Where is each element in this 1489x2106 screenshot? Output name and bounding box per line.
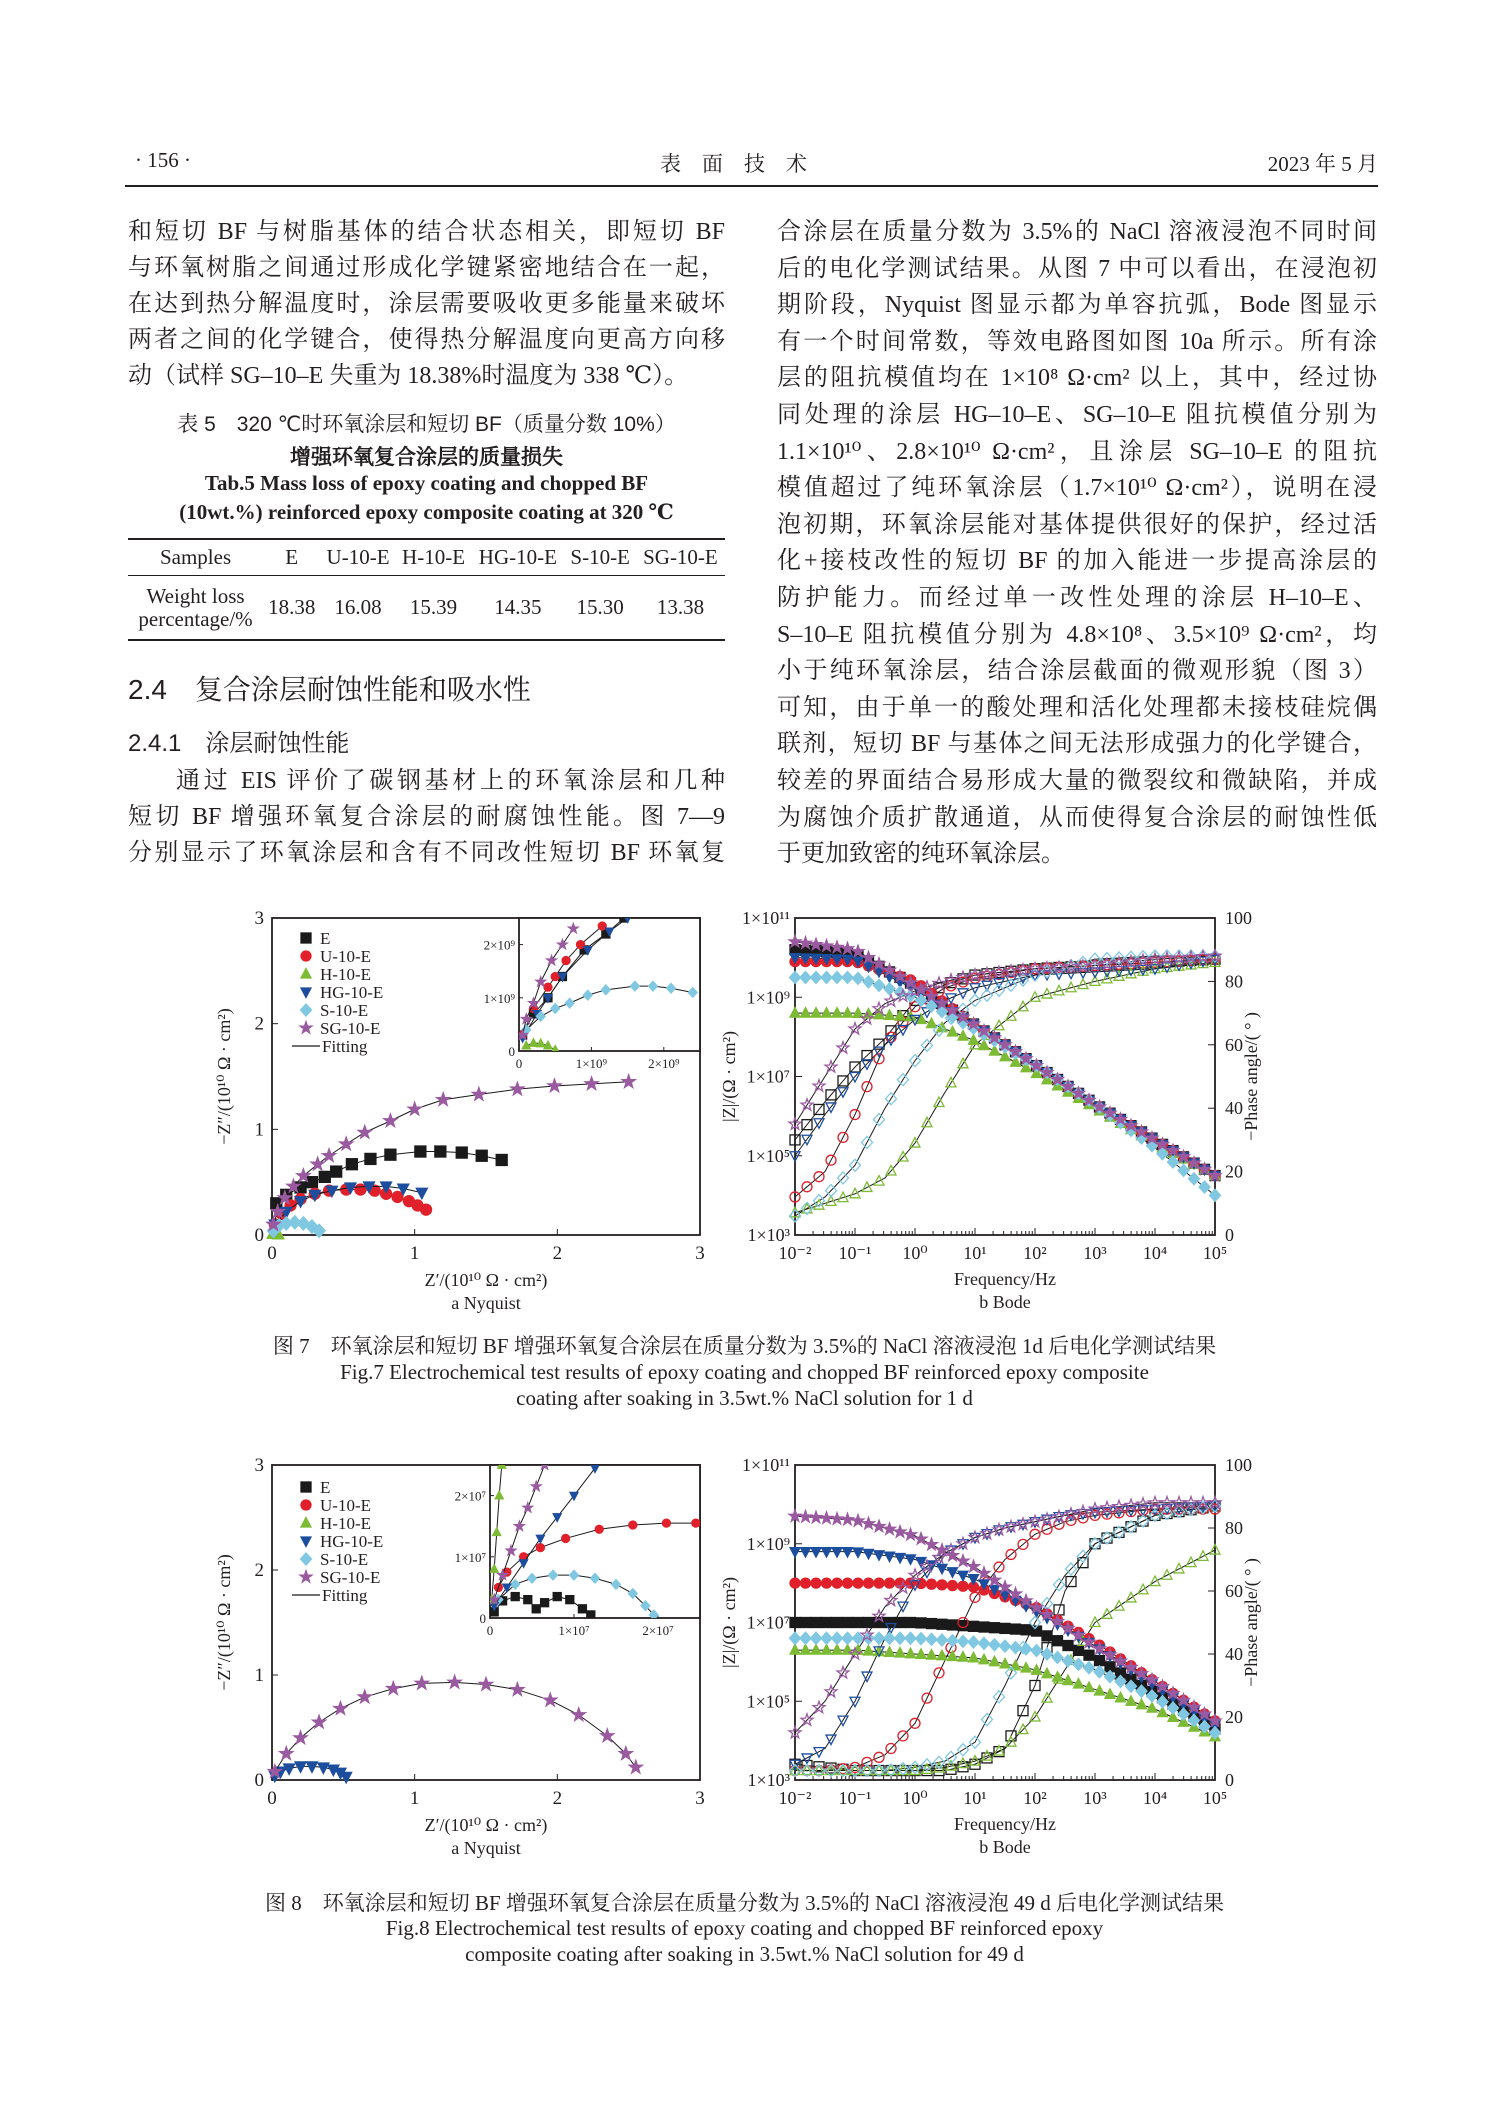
square-marker xyxy=(969,1621,979,1631)
inset-x-tick-label: 0 xyxy=(515,1056,523,1071)
circle-marker xyxy=(790,1192,800,1202)
y-axis-label: −Z″/(10¹⁰ Ω · cm²) xyxy=(214,1554,234,1691)
inset-y-tick-label: 0 xyxy=(508,1044,515,1059)
chart-title: b Bode xyxy=(979,1292,1031,1312)
body-line: 1.1×10¹⁰、2.8×10¹⁰ Ω·cm²，且涂层 SG–10–E 的阻抗 xyxy=(777,438,1377,465)
square-marker xyxy=(331,1166,342,1177)
nyquist-chart-fig8a xyxy=(214,1455,705,1858)
circle-marker xyxy=(898,1731,908,1741)
square-marker xyxy=(578,1605,586,1613)
square-marker xyxy=(496,1154,507,1165)
legend-label: HG-10-E xyxy=(320,1532,384,1551)
y-tick-label: 3 xyxy=(254,908,264,929)
bode-chart-fig8b xyxy=(719,1455,1262,1857)
table-cell: 15.30 xyxy=(564,576,635,641)
square-marker xyxy=(365,1153,376,1164)
figure-8-caption-en: composite coating after soaking in 3.5wt.% NaCl solution for 49 d xyxy=(465,1942,1024,1966)
square-marker xyxy=(1000,1623,1010,1633)
x-tick-label: 10⁴ xyxy=(1142,1788,1168,1808)
figure-8-caption-cn: 图 8 环氧涂层和短切 BF 增强环氧复合涂层在质量分数为 3.5%的 NaCl 溶液浸泡 49 d 后电化学测试结果 xyxy=(264,1891,1224,1915)
square-marker xyxy=(801,1618,811,1628)
y-tick-label: 1×10³ xyxy=(747,1770,790,1790)
body-line: 为腐蚀介质扩散通道，从而使得复合涂层的耐蚀性低 xyxy=(777,804,1377,831)
y-tick-label: 1×10¹¹ xyxy=(742,1455,790,1475)
square-marker xyxy=(948,1620,958,1630)
square-marker xyxy=(524,1596,532,1604)
circle-marker xyxy=(790,1578,800,1588)
legend-label: S-10-E xyxy=(320,1550,369,1569)
square-marker xyxy=(1063,1641,1073,1651)
circle-marker xyxy=(1030,1529,1040,1539)
square-marker xyxy=(979,1622,989,1632)
circle-marker xyxy=(301,951,311,961)
row-label-line: Weight loss xyxy=(146,583,245,608)
y2-tick-label: 20 xyxy=(1225,1707,1243,1727)
chart-title: a Nyquist xyxy=(451,1838,521,1858)
square-marker xyxy=(587,1611,595,1619)
legend-label: H-10-E xyxy=(320,965,371,984)
circle-marker xyxy=(814,1172,824,1182)
square-marker xyxy=(1084,1650,1094,1660)
circle-marker xyxy=(692,1519,700,1527)
table-header: S-10-E xyxy=(564,539,635,576)
square-marker xyxy=(927,1619,937,1629)
circle-marker xyxy=(822,1578,832,1588)
body-line: 和短切 BF 与树脂基体的结合状态相关，即短切 BF xyxy=(128,219,725,245)
x-tick-label: 3 xyxy=(695,1788,705,1809)
square-marker xyxy=(990,1623,1000,1633)
square-marker xyxy=(1074,1645,1084,1655)
square-marker xyxy=(553,1593,561,1601)
x-tick-label: 10⁻¹ xyxy=(838,1788,872,1808)
circle-marker xyxy=(826,1155,836,1165)
table-caption-en: (10wt.%) reinforced epoxy composite coating at 320 ℃ xyxy=(179,500,674,524)
circle-marker xyxy=(958,1618,968,1628)
square-marker xyxy=(843,1618,853,1628)
x-tick-label: 10⁻² xyxy=(778,1243,812,1263)
x-tick-label: 10³ xyxy=(1083,1788,1107,1808)
body-line: 通过 EIS 评价了碳钢基材上的环氧涂层和几种 xyxy=(176,768,725,794)
inset-y-tick-label: 1×10⁹ xyxy=(483,990,515,1006)
body-line: 化+接枝改性的短切 BF 的加入能进一步提高涂层的 xyxy=(777,548,1377,575)
legend-label: U-10-E xyxy=(320,1496,371,1515)
circle-marker xyxy=(421,1204,432,1215)
circle-marker xyxy=(598,922,606,930)
x-tick-label: 10² xyxy=(1023,1243,1047,1263)
y2-tick-label: 40 xyxy=(1225,1644,1243,1664)
square-marker xyxy=(850,1062,860,1072)
y-tick-label: 2 xyxy=(254,1013,264,1035)
table-cell: 14.35 xyxy=(471,576,564,641)
square-marker xyxy=(456,1147,467,1158)
square-marker xyxy=(906,1618,916,1628)
circle-marker xyxy=(934,1668,944,1678)
y-axis-label: |Z|/(Ω · cm²) xyxy=(719,1577,739,1668)
y2-tick-label: 0 xyxy=(1225,1225,1234,1245)
body-line: 小于纯环氧涂层，结合涂层截面的微观形貌（图 3） xyxy=(777,658,1377,685)
inset-y-tick-label: 2×10⁹ xyxy=(483,937,515,953)
body-line: 动（试样 SG–10–E 失重为 18.38%时温度为 338 ℃）。 xyxy=(128,363,689,389)
y-tick-label: 1×10³ xyxy=(747,1225,790,1245)
table-header: U-10-E xyxy=(320,539,396,576)
square-marker xyxy=(1018,1706,1028,1716)
legend-label: SG-10-E xyxy=(320,1568,381,1587)
figure-8-caption-en: Fig.8 Electrochemical test results of epoxy coating and chopped BF reinforced epoxy xyxy=(385,1916,1104,1940)
x-axis-label: Frequency/Hz xyxy=(954,1269,1056,1289)
x-tick-label: 10¹ xyxy=(963,1788,987,1808)
x-tick-label: 2 xyxy=(552,1243,563,1264)
body-line: 防护能力。而经过单一改性处理的涂层 H–10–E、 xyxy=(777,585,1377,611)
square-marker xyxy=(301,1482,311,1492)
body-line: 层的阻抗模值均在 1×10⁸ Ω·cm² 以上，其中，经过协 xyxy=(777,365,1377,392)
circle-marker xyxy=(970,1592,980,1602)
circle-marker xyxy=(927,1579,937,1589)
y-axis-label: −Z″/(10¹⁰ Ω · cm²) xyxy=(214,1008,234,1145)
square-marker xyxy=(511,1593,519,1601)
y2-axis-label: −Phase angle/( ° ) xyxy=(1241,1012,1261,1141)
square-marker xyxy=(1053,1636,1063,1646)
circle-marker xyxy=(301,1500,311,1510)
body-line: 期阶段，Nyquist 图显示都为单容抗弧，Bode 图显示 xyxy=(777,292,1377,319)
journal-title: 表 面 技 术 xyxy=(660,153,807,176)
legend-label: Fitting xyxy=(322,1586,368,1605)
square-marker xyxy=(1021,1625,1031,1635)
circle-marker xyxy=(544,983,552,991)
body-line: 于更加致密的纯环氧涂层。 xyxy=(777,841,1065,868)
circle-marker xyxy=(864,1578,874,1588)
table-header: H-10-E xyxy=(396,539,472,576)
x-axis-label: Z′/(10¹⁰ Ω · cm²) xyxy=(424,1815,548,1835)
circle-marker xyxy=(850,1110,860,1120)
square-marker xyxy=(1011,1624,1021,1634)
square-marker xyxy=(1030,1681,1040,1691)
square-marker xyxy=(415,1146,426,1157)
x-tick-label: 10⁰ xyxy=(902,1243,928,1263)
body-line: 泡初期，环氧涂层能对基体提供很好的保护，经过活 xyxy=(777,511,1377,538)
y-tick-label: 1×10⁹ xyxy=(746,987,790,1008)
square-marker xyxy=(790,1135,800,1145)
circle-marker xyxy=(562,1534,570,1542)
x-tick-label: 3 xyxy=(695,1243,705,1264)
square-marker xyxy=(1066,1577,1076,1587)
plot-frame xyxy=(490,1465,700,1618)
table-cell: 16.08 xyxy=(320,576,396,641)
y-tick-label: 1×10⁷ xyxy=(746,1612,790,1633)
square-marker xyxy=(853,1618,863,1628)
circle-marker xyxy=(937,1580,947,1590)
body-line: 两者之间的化学键合，使得热分解温度向更高方向移 xyxy=(128,327,725,353)
circle-marker xyxy=(577,941,585,949)
x-tick-label: 0 xyxy=(267,1788,277,1809)
table-caption-cn: 表 5 320 ℃时环氧涂层和短切 BF（质量分数 10%） xyxy=(177,413,676,436)
y2-tick-label: 60 xyxy=(1225,1581,1243,1601)
square-marker xyxy=(802,1120,812,1130)
legend-label: SG-10-E xyxy=(320,1019,381,1038)
circle-marker xyxy=(853,1578,863,1588)
square-marker xyxy=(814,1104,824,1114)
y2-axis-label: −Phase angle/( ° ) xyxy=(1241,1558,1261,1687)
y-tick-label: 1×10⁷ xyxy=(746,1066,790,1087)
body-line: 与环氧树脂之间通过形成化学键紧密地结合在一起， xyxy=(128,255,725,281)
circle-marker xyxy=(843,1578,853,1588)
table-caption-cn: 增强环氧复合涂层的质量损失 xyxy=(290,446,563,469)
x-axis-label: Frequency/Hz xyxy=(954,1814,1056,1834)
circle-marker xyxy=(801,1578,811,1588)
square-marker xyxy=(566,1596,574,1604)
inset-x-tick-label: 1×10⁹ xyxy=(575,1056,608,1071)
legend-label: H-10-E xyxy=(320,1514,371,1533)
x-tick-label: 0 xyxy=(267,1243,277,1264)
square-marker xyxy=(385,1149,396,1160)
body-line: 模值超过了纯环氧涂层（1.7×10¹⁰ Ω·cm²），说明在浸 xyxy=(777,475,1377,502)
figure-7-caption-en: Fig.7 Electrochemical test results of epoxy coating and chopped BF reinforced epoxy composite xyxy=(340,1360,1149,1384)
y2-tick-label: 100 xyxy=(1225,908,1252,928)
y-tick-label: 1 xyxy=(254,1665,264,1686)
body-line: 短切 BF 增强环氧复合涂层的耐腐蚀性能。图 7—9 xyxy=(128,804,725,830)
body-line: 较差的界面结合易形成大量的微裂纹和微缺陷，并成 xyxy=(777,768,1377,794)
square-marker xyxy=(838,1076,848,1086)
circle-marker xyxy=(910,1718,920,1728)
circle-marker xyxy=(958,1581,968,1591)
x-tick-label: 10³ xyxy=(1083,1243,1107,1263)
y-tick-label: 2 xyxy=(254,1560,264,1581)
chart-title: a Nyquist xyxy=(451,1293,521,1313)
inset-y-tick-label: 1×10⁷ xyxy=(454,1549,486,1565)
circle-marker xyxy=(1018,1539,1028,1549)
square-marker xyxy=(532,1605,540,1613)
x-tick-label: 10¹ xyxy=(963,1243,987,1263)
x-tick-label: 10⁻² xyxy=(778,1788,812,1808)
table-cell: 18.38 xyxy=(263,576,320,641)
y-tick-label: 1×10⁵ xyxy=(746,1691,790,1712)
body-line: 后的电化学测试结果。从图 7 中可以看出，在浸泡初 xyxy=(777,255,1377,282)
body-line: 有一个时间常数，等效电路图如图 10a 所示。所有涂 xyxy=(777,328,1377,355)
square-marker xyxy=(822,1618,832,1628)
x-tick-label: 10⁰ xyxy=(902,1788,928,1808)
square-marker xyxy=(790,1618,800,1628)
square-marker xyxy=(301,933,311,943)
x-axis-label: Z′/(10¹⁰ Ω · cm²) xyxy=(424,1270,548,1290)
y2-tick-label: 80 xyxy=(1225,1518,1243,1538)
y2-tick-label: 40 xyxy=(1225,1098,1243,1119)
x-tick-label: 1 xyxy=(409,1788,420,1809)
y-tick-label: 1×10⁹ xyxy=(746,1533,790,1554)
circle-marker xyxy=(392,1191,403,1202)
body-line: 在达到热分解温度时，涂层需要吸收更多能量来破坏 xyxy=(128,291,725,317)
figure-7-caption-en: coating after soaking in 3.5wt.% NaCl solution for 1 d xyxy=(516,1386,973,1410)
x-tick-label: 10² xyxy=(1023,1788,1047,1808)
circle-marker xyxy=(595,1525,603,1533)
square-marker xyxy=(541,1599,549,1607)
circle-marker xyxy=(536,1544,544,1552)
circle-marker xyxy=(662,1519,670,1527)
square-marker xyxy=(916,1618,926,1628)
circle-marker xyxy=(832,1578,842,1588)
table-caption-en: Tab.5 Mass loss of epoxy coating and chopped BF xyxy=(204,471,649,495)
body-line: S–10–E 阻抗模值分别为 4.8×10⁸、3.5×10⁹ Ω·cm²，均 xyxy=(777,621,1377,648)
circle-marker xyxy=(874,1578,884,1588)
square-marker xyxy=(937,1619,947,1629)
y-tick-label: 0 xyxy=(254,1225,264,1246)
circle-marker xyxy=(922,1693,932,1703)
figure-7-caption-cn: 图 7 环氧涂层和短切 BF 增强环氧复合涂层在质量分数为 3.5%的 NaCl 溶液浸泡 1d 后电化学测试结果 xyxy=(272,1334,1217,1358)
inset-x-tick-label: 2×10⁷ xyxy=(642,1623,674,1638)
row-label-line: percentage/% xyxy=(138,606,253,631)
legend-label: Fitting xyxy=(322,1037,368,1056)
circle-marker xyxy=(885,1578,895,1588)
circle-marker xyxy=(629,1521,637,1529)
inset-x-tick-label: 0 xyxy=(486,1623,494,1638)
table-header: SG-10-E xyxy=(636,539,725,576)
circle-marker xyxy=(811,1578,821,1588)
square-marker xyxy=(346,1159,357,1170)
y2-tick-label: 0 xyxy=(1225,1770,1234,1790)
table-header: HG-10-E xyxy=(471,539,564,576)
circle-marker xyxy=(994,1562,1004,1572)
square-marker xyxy=(864,1618,874,1628)
circle-marker xyxy=(948,1581,958,1591)
issue-date: 2023 年 5 月 xyxy=(1267,152,1378,176)
y2-tick-label: 100 xyxy=(1225,1455,1252,1475)
page-number: · 156 · xyxy=(135,148,191,172)
x-tick-label: 10⁻¹ xyxy=(838,1243,872,1263)
square-marker xyxy=(832,1618,842,1628)
square-marker xyxy=(1054,1605,1064,1615)
circle-marker xyxy=(886,1744,896,1754)
chart-title: b Bode xyxy=(979,1837,1031,1857)
section-heading: 2.4 复合涂层耐蚀性能和吸水性 xyxy=(128,674,531,705)
square-marker xyxy=(895,1618,905,1628)
legend-label: E xyxy=(320,1478,331,1497)
body-line: 分别显示了环氧涂层和含有不同改性短切 BF 环氧复 xyxy=(128,840,725,866)
square-marker xyxy=(319,1171,330,1182)
inset-y-tick-label: 2×10⁷ xyxy=(454,1488,486,1504)
table-header: E xyxy=(263,539,320,576)
square-marker xyxy=(826,1090,836,1100)
legend-label: E xyxy=(320,929,331,948)
square-marker xyxy=(476,1150,487,1161)
inset-x-tick-label: 2×10⁹ xyxy=(648,1056,680,1071)
legend-label: U-10-E xyxy=(320,947,371,966)
subsection-heading: 2.4.1 涂层耐蚀性能 xyxy=(128,730,350,757)
x-tick-label: 10⁴ xyxy=(1142,1243,1168,1263)
y-tick-label: 0 xyxy=(254,1770,264,1791)
circle-marker xyxy=(562,957,570,965)
circle-marker xyxy=(802,1182,812,1192)
circle-marker xyxy=(862,1082,872,1092)
circle-marker xyxy=(355,1184,366,1195)
x-tick-label: 10⁵ xyxy=(1202,1788,1228,1808)
body-line: 可知，由于单一的酸处理和活化处理都未接枝硅烷偶 xyxy=(777,694,1377,721)
square-marker xyxy=(862,1051,872,1061)
y2-tick-label: 60 xyxy=(1225,1034,1243,1055)
y-tick-label: 1×10¹¹ xyxy=(742,908,790,928)
y2-tick-label: 80 xyxy=(1225,971,1243,992)
table-cell: 15.39 xyxy=(396,576,472,641)
y-tick-label: 3 xyxy=(254,1455,264,1476)
x-tick-label: 2 xyxy=(552,1788,563,1809)
body-line: 同处理的涂层 HG–10–E、SG–10–E 阻抗模值分别为 xyxy=(777,402,1377,428)
y-tick-label: 1 xyxy=(254,1119,264,1141)
nyquist-chart-fig7a xyxy=(214,908,705,1313)
inset-y-tick-label: 0 xyxy=(479,1611,486,1626)
body-line: 合涂层在质量分数为 3.5%的 NaCl 溶液浸泡不同时间 xyxy=(777,219,1377,245)
y2-tick-label: 20 xyxy=(1225,1161,1243,1182)
circle-marker xyxy=(838,1132,848,1142)
circle-marker xyxy=(1006,1549,1016,1559)
legend-label: S-10-E xyxy=(320,1001,369,1020)
circle-marker xyxy=(874,1752,884,1762)
square-marker xyxy=(435,1146,446,1157)
inset-x-tick-label: 1×10⁷ xyxy=(558,1623,590,1638)
x-tick-label: 10⁵ xyxy=(1202,1243,1228,1263)
square-marker xyxy=(811,1618,821,1628)
table-cell: 13.38 xyxy=(636,576,725,641)
inset-chart xyxy=(455,1460,700,1638)
x-tick-label: 1 xyxy=(409,1243,420,1264)
y-tick-label: 1×10⁵ xyxy=(746,1145,790,1166)
legend-label: HG-10-E xyxy=(320,983,384,1002)
y-axis-label: |Z|/(Ω · cm²) xyxy=(719,1031,739,1122)
square-marker xyxy=(1042,1631,1052,1641)
square-marker xyxy=(1095,1656,1105,1666)
bode-chart-fig7b xyxy=(719,908,1262,1312)
body-line: 联剂，短切 BF 与基体之间无法形成强力的化学键合， xyxy=(777,731,1377,758)
table-header: Samples xyxy=(128,539,263,576)
